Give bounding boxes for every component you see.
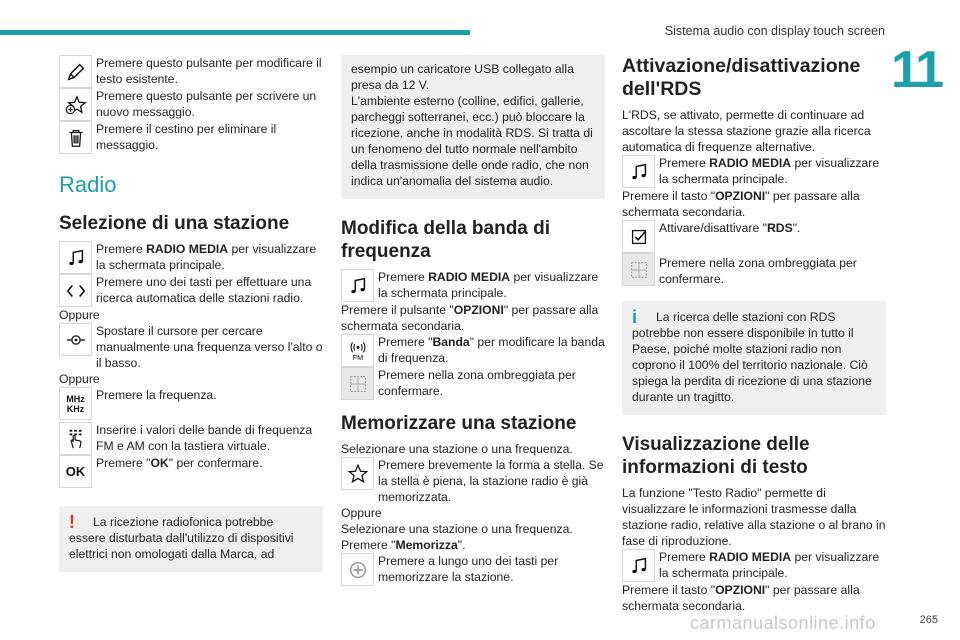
heading-text-info: Visualizzazione delle informazioni di testo [622,434,810,478]
instruction-row [59,274,323,307]
music-note-icon [622,549,655,582]
warning-box [59,506,323,572]
instruction-row [59,455,323,488]
instruction-text: Premere nella zona ombreggiata per confermare. [659,256,857,286]
trash-icon [59,121,92,154]
instruction-text: Premere il tasto "OPZIONI" per passare alla schermata secondaria. [622,189,860,219]
instruction-row [59,88,323,121]
star-plus-icon [59,88,92,121]
instruction-text: Premere questo pulsante per modificare il testo esistente. [96,56,322,86]
instruction-text: Premere "Banda" per modificare la banda di frequenza. [378,335,605,365]
keypad-touch-icon [59,422,92,455]
info-text: La ricerca delle stazioni con RDS potrebbe non essere disponibile in tutto il Paese, poiché molte stazioni radio non coprono il 100% del territorio nazionale. Ciò spiega la perdita di ricezione di una stazione durante un tragitto. [632,310,872,404]
instruction-text: Premere RADIO MEDIA per visualizzare la schermata principale. [96,242,317,272]
instruction-row [59,55,323,88]
instruction-text: Premere "Memorizza". [341,538,466,552]
instruction-text: Inserire i valori delle bande di frequenza FM e AM con la tastiera virtuale. [96,423,313,453]
instruction-text: Premere la frequenza. [96,388,217,402]
heading-rds: Attivazione/disattivazione dell'RDS [622,55,861,100]
instruction-row [59,323,323,371]
music-note-icon [341,269,374,302]
seek-arrows-icon [59,274,92,307]
instruction-text: Premere il cestino per eliminare il messaggio. [96,122,277,152]
instruction-text: Premere RADIO MEDIA per visualizzare la schermata principale. [659,550,880,580]
instruction-text: Premere il tasto "OPZIONI" per passare alla schermata secondaria. [622,583,860,613]
page-number: 265 [919,614,938,626]
body-text: L'RDS, se attivato, permette di continuare ad ascoltare la stessa stazione grazie alla ricerca automatica di frequenze alternative. [622,108,871,154]
instruction-text: Premere a lungo uno dei tasti per memorizzare la stazione. [378,554,559,584]
checkbox-icon [622,220,655,253]
instruction-row [59,241,323,274]
instruction-text: Premere RADIO MEDIA per visualizzare la schermata principale. [659,156,880,186]
instruction-row [59,422,323,455]
shaded-area-icon [341,367,374,400]
star-icon [341,457,374,490]
warning-text-continued: esempio un caricatore USB collegato alla presa da 12 V. L'ambiente esterno (colline, edifici, gallerie, parcheggi sotterranei, ecc.) può bloccare la ricezione, anche in modalità RDS. Si tratta di un fenomeno del tutto normale nell'ambito della trasmissione delle onde radio, che non indica un'anomalia del sistema audio. [351,62,593,188]
or-text: Oppure [59,372,100,386]
instruction-text: Premere il pulsante "OPZIONI" per passare alla schermata secondaria. [341,303,599,333]
instruction-row [341,367,605,400]
header-accent-bar [0,30,470,35]
band-fm-icon [341,334,374,367]
page-header-title: Sistema audio con display touch screen [664,24,885,38]
instruction-row [341,553,605,586]
body-text: La funzione "Testo Radio" permette di visualizzare le informazioni trasmesse dalla stazione radio, relative alla stazione o al brano in fase di riproduzione. [622,486,886,548]
heading-select-station: Selezione di una stazione [59,213,290,234]
instruction-row [622,220,886,253]
chapter-number: 11 [891,41,942,99]
instruction-row [341,269,605,302]
warning-text: La ricezione radiofonica potrebbe essere disturbata dall'utilizzo di dispositivi elettrici non omologati dalla Marca, ad [69,515,294,561]
instruction-row [59,387,323,420]
or-text: Oppure [341,506,382,520]
warning-box-continued [341,55,605,199]
music-note-icon [59,241,92,274]
ok-icon: OK [59,455,92,488]
column-1 [59,55,323,572]
slider-cursor-icon [59,323,92,356]
instruction-text: Spostare il cursore per cercare manualmente una frequenza verso l'alto o il basso. [96,324,323,370]
instruction-row [622,549,886,582]
instruction-row [622,155,886,188]
add-preset-icon [341,553,374,586]
instruction-row [59,121,323,154]
shaded-area-icon [622,253,655,286]
instruction-text: Selezionare una stazione o una frequenza. [341,522,573,536]
frequency-icon: MHz KHz [59,387,92,420]
instruction-text: Premere questo pulsante per scrivere un nuovo messaggio. [96,89,317,119]
instruction-text: Premere uno dei tasti per effettuare una ricerca automatica delle stazioni radio. [96,275,312,305]
watermark: carmanualsonline.info [690,613,876,633]
or-text: Oppure [59,308,100,322]
heading-store: Memorizzare una stazione [341,413,577,434]
heading-band: Modifica della banda di frequenza [341,218,551,262]
music-note-icon [622,155,655,188]
instruction-text: Selezionare una stazione o una frequenza. [341,442,573,456]
instruction-row [622,253,886,287]
warning-icon: ! [69,512,75,532]
instruction-text: Premere nella zona ombreggiata per confermare. [378,368,576,398]
column-3 [622,55,886,614]
svg-text:FM: FM [352,352,363,362]
instruction-text: Premere brevemente la forma a stella. Se la stella è piena, la stazione radio è già memorizzata. [378,458,604,504]
pencil-icon [59,55,92,88]
column-2 [341,55,605,586]
section-title-radio: Radio [59,172,117,197]
instruction-row [341,457,605,505]
instruction-text: Premere "OK" per confermare. [96,456,263,470]
info-box [622,301,886,415]
instruction-text: Attivare/disattivare "RDS". [659,221,801,235]
info-icon: i [632,307,638,327]
instruction-text: Premere RADIO MEDIA per visualizzare la schermata principale. [378,270,599,300]
instruction-row [341,334,605,367]
